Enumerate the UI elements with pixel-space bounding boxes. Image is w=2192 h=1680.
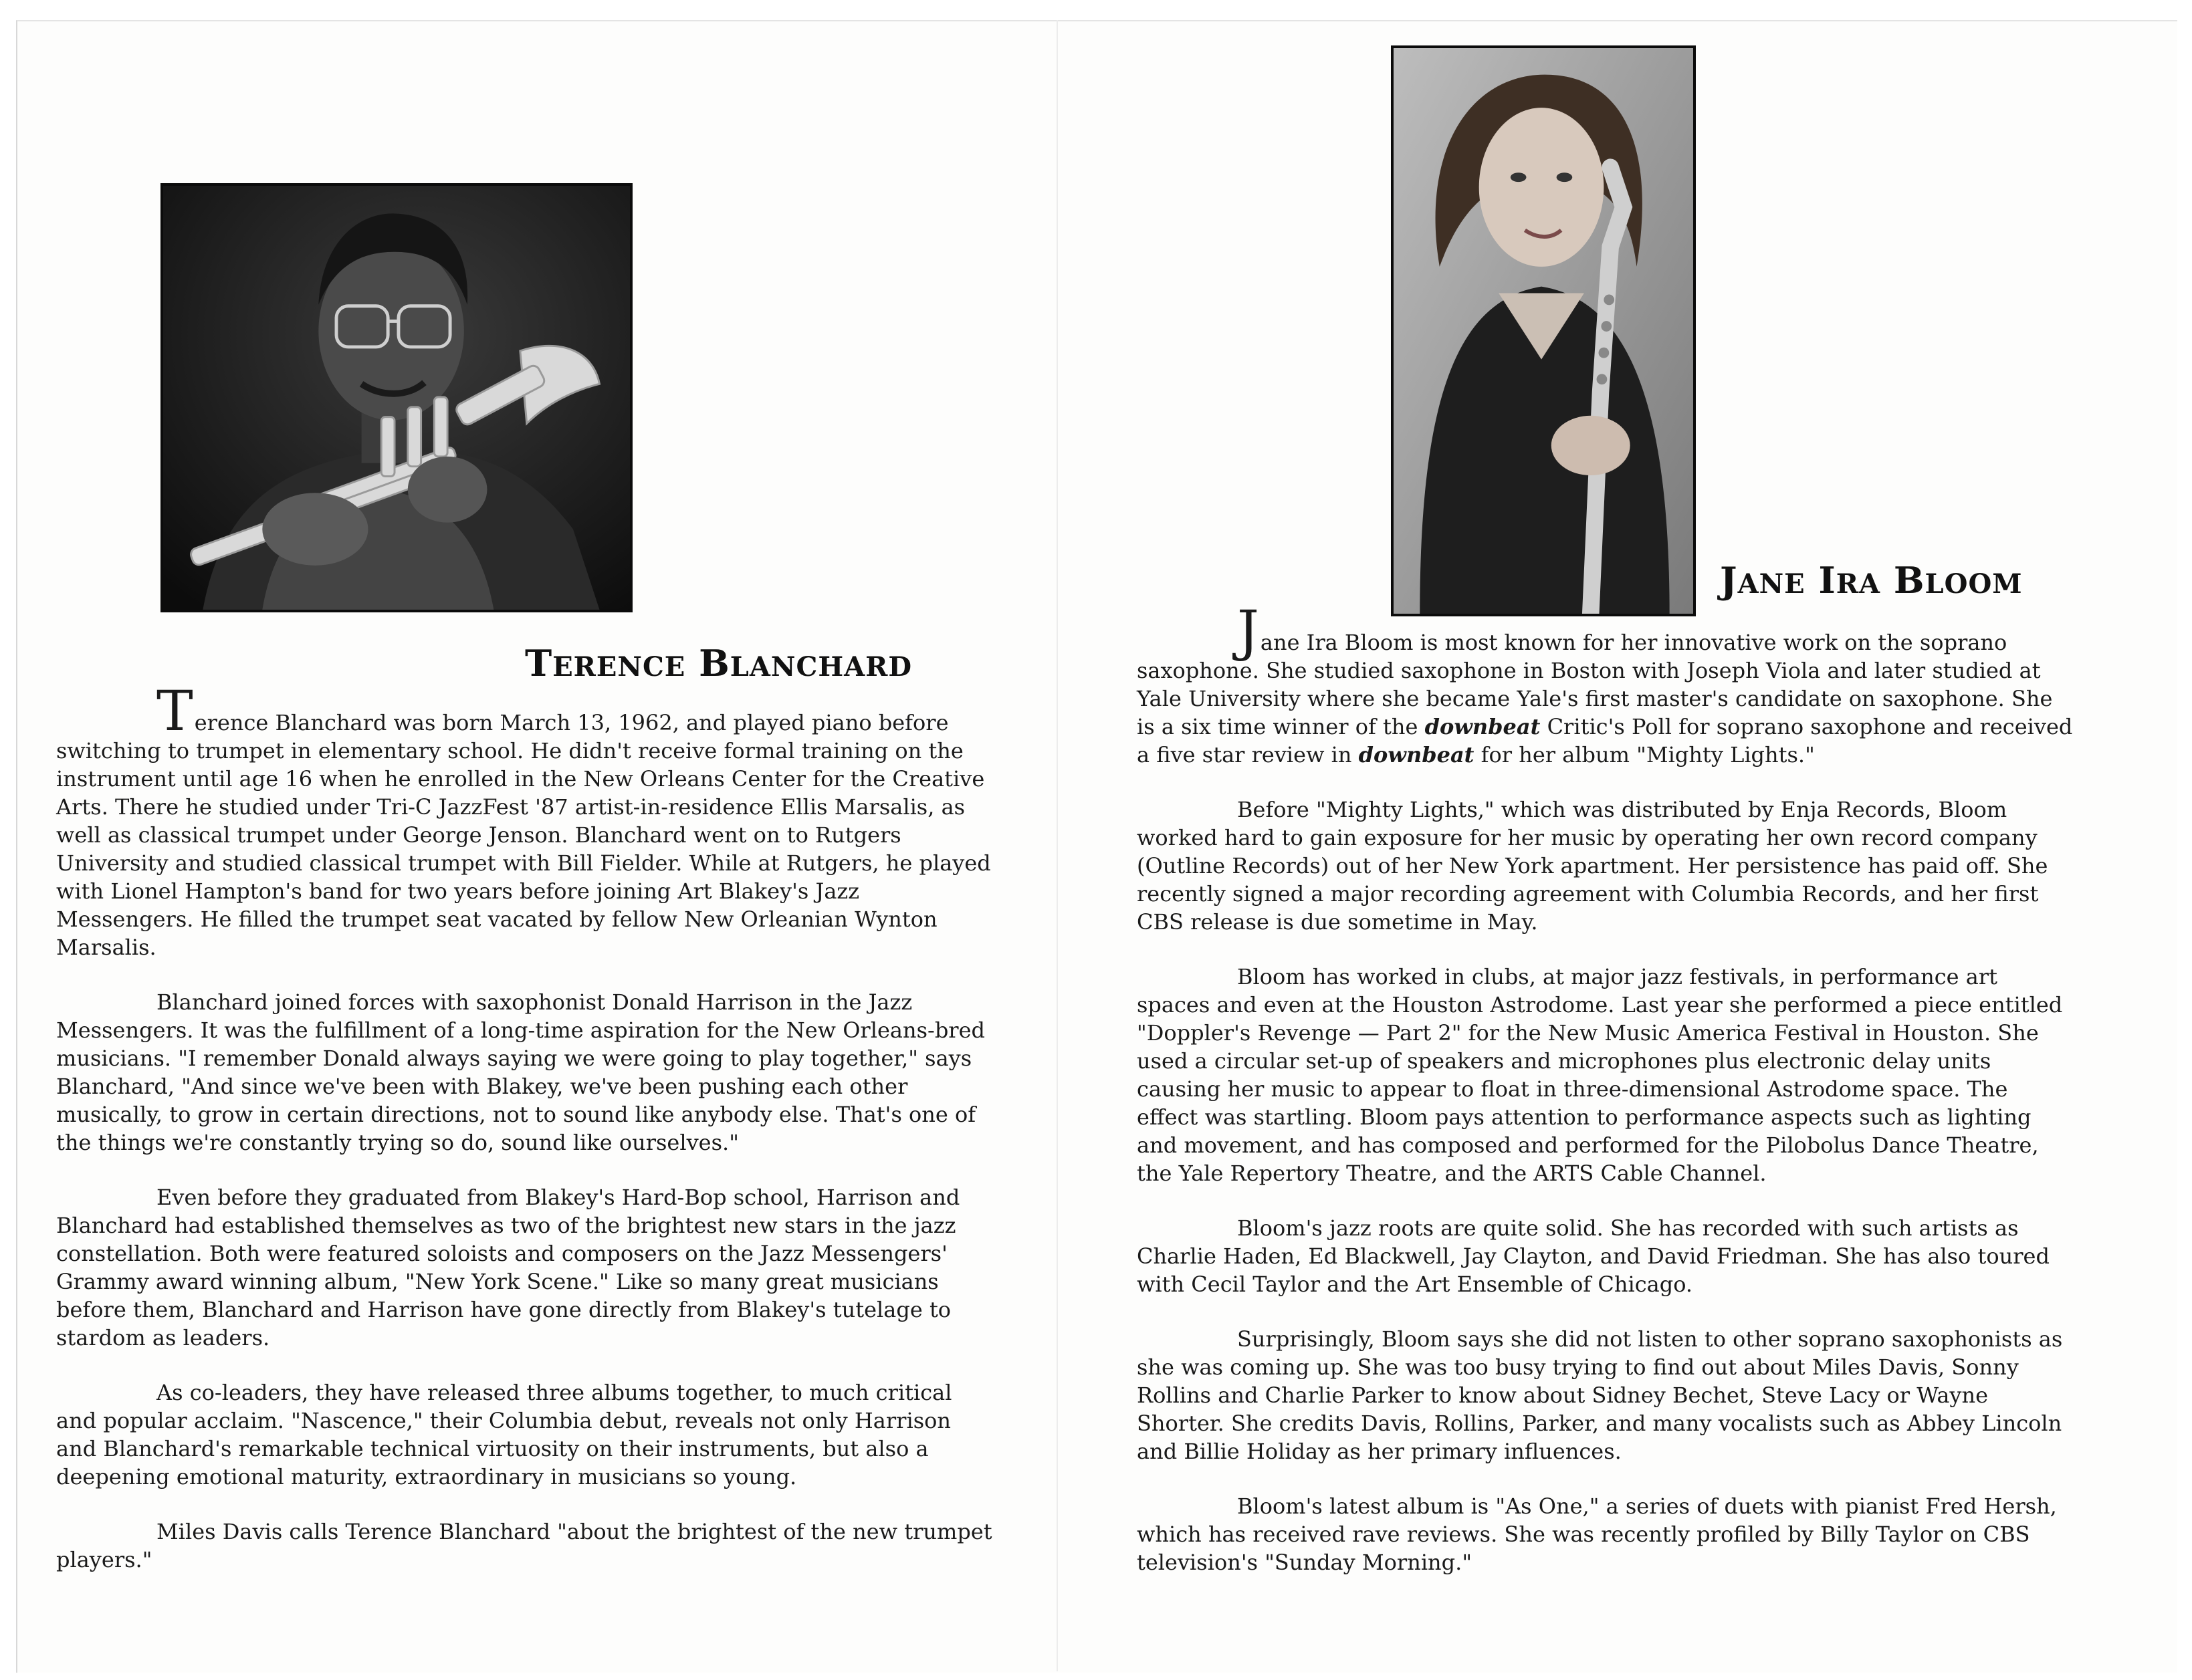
heading-rest: LOOM: [1925, 568, 2023, 600]
heading-cap: T: [525, 642, 553, 685]
bio-paragraph: Surprisingly, Bloom says she did not listen to other soprano saxophonists as she was coming up. She was too busy trying to find out about Miles Davis, Sonny Rollins and Charlie Parker to know about Sidney Bechet, Steve Lacy or Wayne Shorter. She credits Davis, Rollins, Parker, and many vocalists such as Abbey Lincoln and Billie Holiday as her primary influences.: [1137, 1326, 2063, 1464]
magazine-title: downbeat: [1424, 714, 1541, 739]
terence-blanchard-heading: [525, 642, 912, 685]
heading-rest: RA: [1836, 568, 1881, 600]
bio-paragraph: Bloom's latest album is "As One," a series of duets with pianist Fred Hersh, which has received rave reviews. She was recently profiled by Billy Taylor on CBS television's "Sunday Morning.": [1137, 1493, 2057, 1575]
jane-ira-bloom-photo: [1391, 45, 1696, 616]
saxophonist-image: [1394, 48, 1693, 614]
bio-paragraph: [56, 680, 992, 961]
heading-cap: B: [699, 642, 730, 685]
trumpet-player-image: [163, 186, 630, 610]
heading-cap: J: [1720, 559, 1738, 602]
bio-paragraph: Bloom has worked in clubs, at major jazz festivals, in performance art spaces and even at the Houston Astrodome. Last year she performed a piece entitled "Doppler's Revenge — Part 2" for the New Music America Festival in Houston. She used a circular set-up of speakers and microphones plus electronic delay units causing her music to appear to float in three-dimensional Astrodome space. The effect was startling. Bloom pays attention to performance aspects such as lighting and movement, and has composed and performed for the Pilobolus Dance Theatre, the Yale Repertory Theatre, and the ARTS Cable Channel.: [1137, 964, 2063, 1186]
bio-paragraph-text: Critic's Poll for soprano saxophone and received a five star review in: [1137, 714, 2073, 767]
jane-ira-bloom-heading: [1720, 559, 2023, 602]
bio-paragraph: Blanchard joined forces with saxophonist Donald Harrison in the Jazz Messengers. It was the fulfillment of a long-time aspiration for the New Orleans-bred musicians. "I remember Donald always saying we were going to play together," says Blanchard, "And since we've been with Blakey, we've been pushing each other musically, to grow in certain directions, not to sound like anybody else. That's one of the things we're constantly trying so do, sound like ourselves.": [56, 989, 986, 1155]
bio-paragraph-text: ane Ira Bloom is most known for her innovative work on the soprano saxophone. She studied saxophone in Boston with Joseph Viola and later studied at Yale University where she became Yale's first master's candidate on saxophone. She is a six time winner of the: [1137, 630, 2053, 739]
jane-ira-bloom-bio: [1137, 600, 2073, 1603]
bio-paragraph: As co-leaders, they have released three albums together, to much critical and popular acclaim. "Nascence," their Columbia debut, reveals not only Harrison and Blanchard's remarkable technical virtuosity on their instruments, but also a deepening emotional maturity, extraordinary in musicians so young.: [56, 1380, 952, 1489]
magazine-title: downbeat: [1358, 742, 1474, 767]
heading-rest: ERENCE: [552, 651, 686, 683]
heading-cap: I: [1818, 559, 1836, 602]
bio-paragraph: Miles Davis calls Terence Blanchard "about the brightest of the new trumpet players.": [56, 1519, 992, 1572]
bio-paragraph-text: erence Blanchard was born March 13, 1962, and played piano before switching to trumpet in elementary school. He didn't receive formal training on the instrument until age 16 when he enrolled in the New Orleans Center for the Creative Arts. There he studied under Tri-C JazzFest '87 artist-in-residence Ellis Marsalis, as well as classical trumpet under George Jenson. Blanchard went on to Rutgers University and studied classical trumpet with Bill Fielder. While at Rutgers, he played with Lionel Hampton's band for two years before joining Art Blakey's Jazz Messengers. He filled the trumpet seat vacated by fellow New Orleanian Wynton Marsalis.: [56, 710, 991, 960]
bio-paragraph: Bloom's jazz roots are quite solid. She has recorded with such artists as Charlie Haden, Ed Blackwell, Jay Clayton, and David Friedman. She has also toured with Cecil Taylor and the Art Ensemble of Chicago.: [1137, 1215, 2050, 1297]
heading-rest: LANCHARD: [730, 651, 913, 683]
terence-blanchard-photo: [160, 183, 633, 612]
drop-cap: T: [156, 680, 193, 743]
drop-cap: J: [1237, 600, 1259, 663]
bio-paragraph: [1137, 600, 2073, 769]
bio-paragraph: Before "Mighty Lights," which was distributed by Enja Records, Bloom worked hard to gain exposure for her music by operating her own record company (Outline Records) out of her New York apartment. Her persistence has paid off. She recently signed a major recording agreement with Columbia Records, and her first CBS release is due sometime in May.: [1137, 797, 2048, 935]
terence-blanchard-bio: [56, 680, 992, 1600]
heading-rest: ANE: [1737, 568, 1805, 600]
heading-cap: B: [1893, 559, 1925, 602]
bio-paragraph: Even before they graduated from Blakey's Hard-Bop school, Harrison and Blanchard had established themselves as two of the brightest new stars in the jazz constellation. Both were featured soloists and composers on the Jazz Messengers' Grammy award winning album, "New York Scene." Like so many great musicians before them, Blanchard and Harrison have gone directly from Blakey's tutelage to stardom as leaders.: [56, 1185, 960, 1350]
page-fold: [1057, 20, 1058, 1671]
bio-paragraph-text: for her album "Mighty Lights.": [1474, 742, 1815, 767]
